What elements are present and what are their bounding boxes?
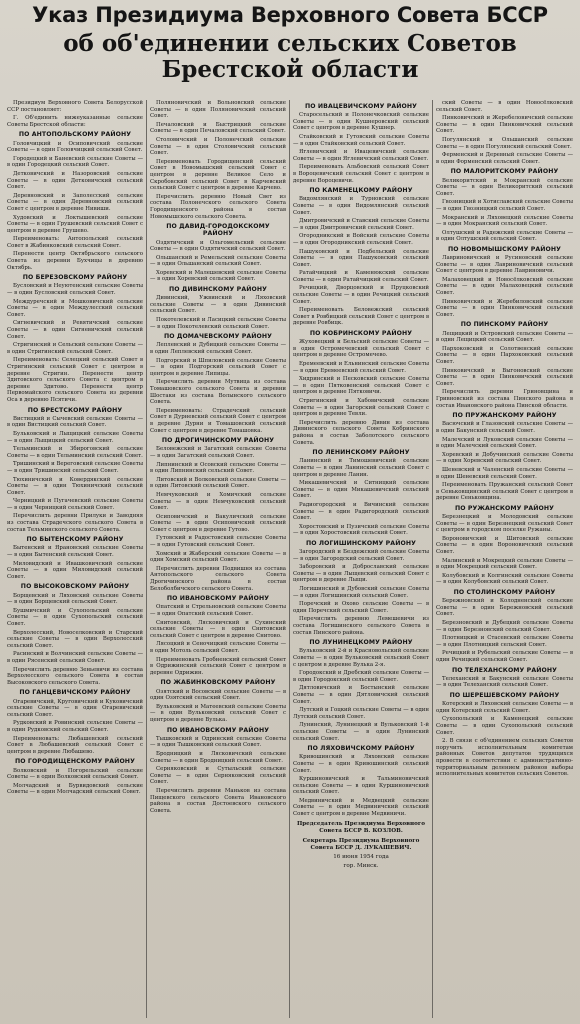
district-heading: ПО ДОМАЧЕВСКОМУ РАЙОНУ bbox=[163, 333, 273, 341]
decree-paragraph: Переименовать Беловежский сельский Совет в Ровбицкий сельский Совет с центром в деревне Ровбицк. bbox=[293, 307, 429, 327]
decree-paragraph: Мокранский и Ляховецкий сельские Советы — в один Мокранский сельский Совет. bbox=[436, 214, 573, 228]
decree-paragraph: Плотницкий и Стасевский сельские Советы — в один Плотницкий сельский Совет. bbox=[436, 635, 573, 648]
decree-paragraph: Бусловский и Неуютенский сельские Советы — в один Бусловский сельский Совет. bbox=[7, 283, 143, 297]
decree-paragraph: Видомлянский и Турновский сельские Советы — в один Видомлянский сельский Совет. bbox=[293, 196, 429, 216]
decree-paragraph: Переименовать: Страдечский сельский Совет в Дурневский сельский Совет с центром в деревне Дурни и Томашовский сельский Совет с центром в деревне Томашовка. bbox=[150, 407, 286, 434]
decree-paragraph: Перечислить деревню Зеньевичи из состава Верхолесского сельского Совета в состав Высоковского сельского Совета. bbox=[7, 666, 143, 686]
decree-paragraph: Хидринский и Песковский сельские Советы — в один Пятковенский сельский Совет с центром в деревне Пятковичи. bbox=[293, 376, 429, 396]
decree-paragraph: Стайковский и Гутовский сельские Советы — в один Стайковский сельский Совет. bbox=[293, 133, 429, 147]
signature-line: Секретарь Президиума Верховного Совета БССР Д. ЛУКАШЕВИЧ. bbox=[302, 837, 420, 851]
decree-paragraph: Волковский и Погорельский сельские Советы — в один Волковский сельский Совет. bbox=[7, 767, 143, 781]
decree-paragraph: Опатский и Стрельновский сельские Советы — в один Опатский сельский Совет. bbox=[150, 604, 286, 618]
decree-paragraph: Бережновский и Колодненский сельские Советы — в один Бережновский сельский Совет. bbox=[436, 598, 573, 618]
decree-paragraph: Лещицкий и Островский сельские Советы — в один Лещицкий сельский Совет. bbox=[436, 330, 573, 344]
decree-paragraph: Огаревичский, Круговичский и Куковичский сельские Советы — в один Огаревичский сельский Совет. bbox=[7, 698, 143, 718]
decree-paragraph: Малинский и Мокрецкий сельские Советы — в один Мокрецкий сельский Совет. bbox=[436, 557, 573, 571]
decree-paragraph: Бытенский и Ярановский сельские Советы — в один Бытенский сельский Совет. bbox=[7, 545, 143, 559]
decree-paragraph: Покотелевский и Ласицкий сельские Советы — в один Покотелевский сельский Совет. bbox=[150, 317, 286, 330]
decree-paragraph: Пинковичский и Жеребеловичский сельские Советы — в один Пинковичский сельский Совет. bbox=[436, 115, 573, 135]
decree-paragraph: Осиповичский и Вакуличский сельские Советы — в один Осиповичский сельский Совет с центром в деревне Гутово. bbox=[150, 513, 286, 533]
decree-paragraph: Г. Об'единить нижеуказанные сельские Советы Брестской области: bbox=[7, 115, 143, 128]
decree-paragraph: Стригинский и Хабовичский сельские Советы — в один Загорский сельский Совет с центром в деревне Тевли. bbox=[293, 397, 429, 418]
decree-paragraph: Березновский и Дубецкий сельские Советы — в один Березновский сельский Совет. bbox=[436, 620, 573, 633]
decree-paragraph: Немчуковский и Хомичский сельские Советы — в один Немчуковский сельский Совет. bbox=[150, 491, 286, 512]
decree-paragraph: Хоростовский и Пузичский сельские Советы — в один Хоростовский сельский Совет. bbox=[293, 523, 429, 537]
decree-paragraph: Переименовать Альбовский сельский Совет в Вороцевичский сельский Совет с центром в деревне Вороцевичи. bbox=[293, 164, 429, 184]
decree-paragraph: Жуховецкий и Бельский сельские Советы — в один Остромечевский сельский Совет с центром в деревне Остромечево. bbox=[293, 339, 429, 359]
article-columns bbox=[4, 100, 576, 1018]
decree-paragraph: Рудковский и Ровинский сельские Советы — в один Рудковский сельский Совет. bbox=[7, 720, 143, 733]
decree-paragraph: Речицкий и Рубельский сельские Советы — в один Речицкий сельский Совет. bbox=[436, 650, 573, 663]
decree-paragraph: Худовский и Локтышевский сельские Советы — в один Грушевский сельский Совет с центром в деревне Грушево. bbox=[7, 214, 143, 234]
decree-paragraph: Вульковский 2-й и Красновольский сельские Советы — в один Вульковский сельский Совет с центром в деревне Вулька 2-я. bbox=[293, 648, 429, 668]
district-heading: ПО ТЕЛЕХАНСКОМУ РАЙОНУ bbox=[452, 666, 557, 674]
decree-paragraph: Переименовать: Любашевский сельский Совет в Любашевский сельский Совет с центром в деревне Любашево. bbox=[7, 735, 143, 755]
signature-line: Председатель Президиума Верховного Совета БССР В. КОЗЛОВ. bbox=[296, 820, 425, 834]
decree-paragraph: Малаховецкий и Новосёлковский сельские Советы — в один Малаховецкий сельский Совет. bbox=[436, 276, 573, 297]
district-heading: ПО ДИВИНСКОМУ РАЙОНУ bbox=[168, 286, 267, 294]
decree-paragraph: Березнецкий и Молодовский сельские Советы — в один Березнецкий сельский Совет с центром в городском поселке Ружаны. bbox=[436, 514, 573, 534]
decree-paragraph: Перечислить деревни Мутвица из состава Томашовского сельского Совета и деревни Шостаки из состава Волынского сельского Совета. bbox=[150, 379, 286, 406]
decree-paragraph: Борщевский и Ляховский сельские Советы — в один Борщевский сельский Совет. bbox=[7, 592, 143, 606]
decree-paragraph: Расинский и Волчинский сельские Советы — в один Рясенский сельский Совет. bbox=[7, 651, 143, 664]
decree-paragraph: Перечислить деревни Подвишня из состава Антопольского сельского Совета Дрогичинского района в состав Белоболбичского сельского Совета. bbox=[150, 565, 286, 592]
decree-paragraph: Старосельский и Полонечковский сельские Советы — в один Кушнеровский сельский Совет с центром в деревне Кушнер. bbox=[293, 112, 429, 132]
decree-paragraph: Дятловичский и Бостынский сельские Советы — в один Дятловичский сельский Совет. bbox=[293, 685, 429, 705]
district-heading: ПО ПИНСКОМУ РАЙОНУ bbox=[460, 321, 549, 329]
decree-paragraph: Пархоковский и Солотвенский сельские Советы — в один Пархоковский сельский Совет. bbox=[436, 345, 573, 366]
decree-paragraph: Литовский и Волковский сельские Советы — в один Литовский сельский Совет. bbox=[150, 476, 286, 490]
district-heading: ПО ЛЕНИНСКОМУ РАЙОНУ bbox=[312, 449, 410, 457]
article-column-4 bbox=[433, 100, 576, 1018]
decree-paragraph: Бушмичский и Сухопольский сельские Советы — в один Сухопольский сельский Совет. bbox=[7, 607, 143, 628]
district-heading: ПО ИВАНОВСКОМУ РАЙОНУ bbox=[166, 595, 270, 603]
decree-paragraph: Переименовать: Антопольский сельский Совет в Жабинковский сельский Совет. bbox=[7, 236, 143, 249]
decree-paragraph: Печаловский и Быстрицкий сельские Советы — в один Печаловский сельский Совет. bbox=[150, 121, 286, 135]
decree-paragraph: Хоревский и Малешевский сельские Советы — в один Хоревский сельский Совет. bbox=[150, 269, 286, 283]
district-heading: ПО НОВОМЫШСКОМУ РАЙОНУ bbox=[447, 245, 562, 253]
decree-paragraph: ский Советы — в один Новосёлковский сельский Совет. bbox=[436, 100, 573, 113]
decree-paragraph: Вульковский и Матеевский сельские Советы — в один Вульковский сельский Совет с центром в деревне Вулька. bbox=[150, 703, 286, 723]
decree-paragraph: Пинковичский и Выгоновский сельские Советы — в один Пинковичский сельский Совет. bbox=[436, 367, 573, 387]
district-heading: ПО ПРУЖАНСКОМУ РАЙОНУ bbox=[452, 412, 557, 420]
decree-paragraph: Заборовский и Доброславский сельские Советы — в один Лыщевский сельский Совет с центром в деревне Лыщи. bbox=[293, 564, 429, 584]
decree-paragraph: Логишинский и Дубовский сельские Советы — в один Логишинский сельский Совет. bbox=[293, 586, 429, 599]
decree-paragraph: Снитовский, Лясковичский и Сухинский сельские Советы — в один Снитовский сельский Совет с центром в деревне Снитово. bbox=[150, 619, 286, 639]
decree-paragraph: Детковичский и Назоровский сельские Советы — в один Детковичский сельский Совет. bbox=[7, 170, 143, 191]
decree-paragraph: Перечислить деревню Дивин из состава Дивинского сельского Совета Кобринского района в состав Заболотского сельского Совета. bbox=[293, 419, 429, 446]
district-heading: ПО ВЫСОКОВСКОМУ РАЙОНУ bbox=[20, 583, 130, 591]
decree-paragraph: Дивинский, Ужвинский и Ляховский сельские Советы — в один Дивинский сельский Совет. bbox=[150, 295, 286, 315]
decree-paragraph: Городецкий и Баневский сельские Советы — в один Городецкий сельский Совет. bbox=[7, 155, 143, 169]
decree-paragraph: Погулянский и Ольшанский сельские Советы — в один Погулянский сельский Совет. bbox=[436, 136, 573, 150]
decree-paragraph: 2. В связи с об'единением сельских Советов поручить исполнительным комитетам районных Советов депутатов трудящихся провести в соответствии с административно-территориальным делением районов выборы исполнительных комитетов сельских Советов. bbox=[436, 738, 573, 778]
decree-paragraph: Ратайчицкий и Каменюкский сельские Советы — в один Ратайчицкий сельский Совет. bbox=[293, 270, 429, 283]
decree-paragraph: Тышковский и Одринский сельские Советы — в один Тышковский сельский Совет. bbox=[150, 735, 286, 749]
district-heading: ПО ГОРОДИЩЕНСКОМУ РАЙОНУ bbox=[15, 758, 135, 766]
decree-paragraph: Хоревский и Добучинский сельские Советы — в один Хоревский сельский Совет. bbox=[436, 451, 573, 465]
decree-paragraph: Пинковичский и Жеребиловский сельские Советы — в один Пинковичский сельский Совет. bbox=[436, 298, 573, 318]
decree-paragraph: Ольшанский и Ремельский сельские Советы — в один Ольшанский сельский Совет. bbox=[150, 254, 286, 268]
district-heading: ПО КАМЕНЕЦКОМУ РАЙОНУ bbox=[309, 187, 413, 195]
decree-paragraph: Головчицкий и Осиповичский сельские Советы — в один Головчицкий сельский Совет. bbox=[7, 140, 143, 154]
decree-paragraph: Колубовский и Колгинский сельские Советы — в один Колубовский сельский Совет. bbox=[436, 572, 573, 586]
decree-paragraph: Озятский и Восовский сельские Советы — в один Озятский сельский Совет. bbox=[150, 688, 286, 702]
decree-paragraph: Липнинский и Осовский сельские Советы — в один Липнинский сельский Совет. bbox=[150, 461, 286, 475]
decree-paragraph: Кривошинский и Ляховский сельские Советы — в один Кривошинский сельский Совет. bbox=[293, 754, 429, 774]
decree-paragraph: Поречский и Охово сельские Советы — в один Поречский сельский Совет. bbox=[293, 601, 429, 614]
decree-paragraph: Перечислить деревни Маньков из состава Пищевского сельского Совета Ивановского района в состав Достоевского сельского Совета. bbox=[150, 787, 286, 814]
district-heading: ПО ИВАЦЕВИЧСКОМУ РАЙОНУ bbox=[304, 103, 418, 110]
decree-paragraph: Вистицкий и Сычевский сельские Советы — в один Вистицкий сельский Совет. bbox=[7, 415, 143, 429]
district-heading: ПО ЖАБИНКОВСКОМУ РАЙОНУ bbox=[160, 679, 276, 687]
decree-paragraph: Переименовать Пружанский сельский Совет в Сеньковщинский сельский Совет с центром в деревне Сеньковщина. bbox=[436, 482, 573, 502]
district-heading: ПО ДАВИД-ГОРОДОКСКОМУ РАЙОНУ bbox=[166, 223, 270, 238]
district-heading: ПО ГАНЦЕВИЧСКОМУ РАЙОНУ bbox=[19, 689, 131, 697]
decree-paragraph: Ланинский и Тимошевичский сельские Советы — в один Ланинский сельский Совет с центром в деревне Ланин. bbox=[293, 458, 429, 478]
article-column-2 bbox=[147, 100, 290, 1018]
decree-paragraph: Миловидский и Ивашковичский сельские Советы — в один Миловидский сельский Совет. bbox=[7, 560, 143, 580]
decree-paragraph: Медвиничский и Медвецкий сельские Советы — в один Медвиничский сельский Совет с центром в деревне Медвиничи. bbox=[293, 797, 429, 818]
decree-paragraph: Ферменский и Деревный сельские Советы — в один Форменский сельский Совет. bbox=[436, 152, 573, 165]
district-heading: ПО ДРОГИЧИНСКОМУ РАЙОНУ bbox=[161, 437, 275, 445]
decree-paragraph: Дмитровичский и Ставский сельские Советы — в один Дмитровичский сельский Совет. bbox=[293, 218, 429, 231]
district-heading: ПО БРЕСТСКОМУ РАЙОНУ bbox=[27, 406, 123, 414]
decree-paragraph: Деревновский и Заполесский сельские Советы — в один Деревновский сельский Совет с центром в деревне Нивиши. bbox=[7, 192, 143, 212]
decree-paragraph: Яглевичский и Ивацевичский сельские Советы — в один Яглевичский сельский Совет. bbox=[293, 149, 429, 162]
decree-paragraph: Бульковский и Лыщицкий сельские Советы — в один Лыщицкий сельский Совет. bbox=[7, 430, 143, 444]
decree-paragraph: Сигневичский и Ревятичский сельские Советы — в один Сигневичский сельский Совет. bbox=[7, 320, 143, 340]
district-heading: ПО ЛОГИШИНСКОМУ РАЙОНУ bbox=[306, 539, 416, 547]
decree-paragraph: Президиум Верховного Совета Белорусской ССР постановляет: bbox=[7, 100, 143, 113]
decree-paragraph: Гутовский и Радостовский сельские Советы — в один Гутовский сельский Совет. bbox=[150, 535, 286, 549]
district-heading: ПО БЕРЕЗОВСКОМУ РАЙОНУ bbox=[22, 274, 128, 282]
district-heading: ПО ЛУНИНЕЦКОМУ РАЙОНУ bbox=[309, 639, 413, 647]
decree-paragraph: Поляновичский и Вольновский сельские Советы — в один Поляновичский сельский Совет. bbox=[150, 100, 286, 120]
decree-paragraph: Перенести центр Октябрьского сельского Совета из деревни Бухчицы в деревню Октябрь. bbox=[7, 251, 143, 271]
decree-paragraph: Подгорский и Шпиловский сельские Советы — в один Подгорский сельский Совет с центром в деревне Липицы. bbox=[150, 357, 286, 377]
article-column-1 bbox=[4, 100, 147, 1018]
decree-paragraph: Верхолесский, Новоселковский и Старский сельские Советы — в один Верхолесский сельский Совет. bbox=[7, 629, 143, 649]
decree-paragraph: Переименовать Городищенский сельский Совет в Новомышский сельский Совет с центром в деревне Великое Село и Скробовский сельский Совет в Карчевский сельский Совет с центром в деревне Карчево. bbox=[150, 158, 286, 192]
decree-paragraph: Малечский и Луковский сельские Советы — в один Малечский сельский Совет. bbox=[436, 436, 573, 450]
decree-paragraph: Лунинский, Лунинецкий и Вульковский 1-й сельские Советы — в один Лунинский сельский Совет. bbox=[293, 722, 429, 742]
decree-paragraph: Огородникский и Войский сельские Советы — в один Огородникский сельский Совет. bbox=[293, 233, 429, 246]
district-heading: ПО СТОЛИНСКОМУ РАЙОНУ bbox=[453, 589, 556, 597]
decree-paragraph: Столовичский и Полонечский сельские Советы — в один Столовичский сельский Совет. bbox=[150, 136, 286, 157]
district-heading: ПО ИВАНОВСКОМУ РАЙОНУ bbox=[166, 726, 270, 734]
decree-paragraph: Хомский и Жаберский сельские Советы — в один Хомский сельский Совет. bbox=[150, 550, 286, 564]
district-heading: ПО ШЕРЕШЕВСКОМУ РАЙОНУ bbox=[449, 691, 560, 699]
decree-paragraph: Междуречский и Мошковичский сельские Советы — в один Междулесский сельский Совет. bbox=[7, 298, 143, 318]
decree-paragraph: Тельминский и Збироговский сельские Советы — в один Тельминский сельский Совет. bbox=[7, 446, 143, 459]
decree-paragraph: Шеневский и Чаленский сельские Советы — в один Шеневский сельский Совет. bbox=[436, 466, 573, 480]
decree-paragraph: Олтушский и Радежский сельские Советы — в один Олтушский сельский Совет. bbox=[436, 229, 573, 243]
district-heading: ПО КОБРИНСКОМУ РАЙОНУ bbox=[309, 330, 413, 338]
decree-paragraph: Вороновичский и Шитовский сельские Советы — в один Вороновичский сельский Совет. bbox=[436, 535, 573, 556]
decree-paragraph: Гвозницкий и Хотиславский сельские Советы — в один Гвозницкий сельский Совет. bbox=[436, 199, 573, 212]
decree-paragraph: Городокский и Дребский сельские Советы — в один Городокский сельский Совет. bbox=[293, 670, 429, 683]
decree-paragraph: Сухопольский и Каменецкий сельские Советы — в один Сухопольский сельский Совет. bbox=[436, 716, 573, 736]
decree-paragraph: Пашуковский и Подбельский сельские Советы — в один Пашуковский сельский Совет. bbox=[293, 248, 429, 268]
decree-paragraph: Переименовать Гробненский сельский Совет в Одрижинский сельский Совет с центром в деревне Одрижин. bbox=[150, 656, 286, 676]
headline-line-1: Указ Президиума Верховного Совета БССР bbox=[32, 3, 548, 27]
decree-paragraph: Лутский и Гоцкий сельские Советы — в один Лутский сельский Совет. bbox=[293, 707, 429, 720]
decree-paragraph: Стригинский и Сельский сельские Советы — в один Стригинский сельский Совет. bbox=[7, 342, 143, 355]
decree-paragraph: Леплевский и Дубицкий сельские Советы — в один Леплевский сельский Совет. bbox=[150, 342, 286, 356]
decree-paragraph: Великоритский и Мокранский сельские Советы — в один Великоритский сельский Совет. bbox=[436, 177, 573, 197]
decree-paragraph: Загородский и Бездежский сельские Советы — в один Загородский сельский Совет. bbox=[293, 549, 429, 562]
article-column-3 bbox=[290, 100, 433, 1018]
decree-paragraph: Перечислить деревни Прилуки и Заводняя из состава Страдечского сельского Совета в состав Тельминского сельского Совета. bbox=[7, 513, 143, 533]
decree-paragraph: Оздятичский и Ольгомельский сельские Советы — в один Оздятичский сельский Совет. bbox=[150, 239, 286, 253]
date-place-line: гор. Минск. bbox=[343, 862, 379, 869]
decree-paragraph: Речицкий, Дворцовский и Пруцковский сельские Советы — в один Речицкий сельский Совет. bbox=[293, 285, 429, 305]
headline-line-2: об об'единении сельских Советов bbox=[63, 30, 517, 57]
district-heading: ПО АНТОПОЛЬСКОМУ РАЙОНУ bbox=[18, 131, 132, 139]
decree-paragraph: Еремеевский и Ельнинский сельские Советы — в один Еремеевский сельский Совет. bbox=[293, 361, 429, 374]
decree-paragraph: Тюхиничский и Ковердякский сельские Советы — в один Тюхиничский сельский Совет. bbox=[7, 476, 143, 496]
district-heading: ПО РУЖАНСКОМУ РАЙОНУ bbox=[454, 504, 555, 512]
decree-paragraph: Перечислить деревню Новый Свет из состава Полонечского сельского Совета Городищенского района в состав Новомышского сельского Совета. bbox=[150, 193, 286, 220]
district-heading: ПО БЫТЕНСКОМУ РАЙОНУ bbox=[26, 536, 124, 544]
decree-paragraph: Тришинский и Вереговский сельские Советы — в один Тришинский сельский Совет. bbox=[7, 461, 143, 474]
decree-paragraph: Перечислить деревни Гриновщина и Гривновский из состава Пинского района в состав Ивановского района Пинской области. bbox=[436, 389, 573, 409]
decree-paragraph: Бродницкий и Лясковичский сельские Советы — в один Бродницкий сельский Совет. bbox=[150, 750, 286, 764]
decree-paragraph: Васючский и Глазовский сельские Советы — в один Бакунский сельский Совет. bbox=[436, 421, 573, 434]
decree-paragraph: Радиогородский и Вичинский сельские Советы — в один Радигородский сельский Совет. bbox=[293, 501, 429, 522]
decree-paragraph: Черницкий и Пугачевский сельские Советы — в один Черницкий сельский Совет. bbox=[7, 498, 143, 511]
decree-paragraph: Серняковский и Сутыльский сельские Советы — в один Серняковский сельский Совет. bbox=[150, 766, 286, 786]
decree-paragraph: Беловежский и Загатский сельские Советы — в один Загатский сельский Совет. bbox=[150, 446, 286, 459]
district-heading: ПО ЛЯХОВИЧСКОМУ РАЙОНУ bbox=[307, 745, 415, 753]
headline-line-3: Брестской области bbox=[161, 56, 419, 83]
decree-paragraph: Лавриновичский и Русиновский сельские Советы — в один Лавриновичский сельский Совет с центром в деревне Лавриновичи. bbox=[436, 255, 573, 275]
decree-paragraph: Куршиновичский и Тальминовичский сельские Советы — в один Куршиновичский сельский Совет. bbox=[293, 776, 429, 796]
decree-paragraph: Котерский и Ляховский сельские Советы — в один Котерский сельский Совет. bbox=[436, 701, 573, 714]
decree-paragraph: Переименовать: Селецкий сельский Совет в Стригинский сельский Совет с центром в деревне Стригин. Перенести центр Здитовского сельского Совета с центром в деревне Здитово. Перенести центр Первомайского сельского Совета из деревни Оса в деревню Псятичи. bbox=[7, 357, 143, 403]
decree-paragraph: Молчадский и Бурвидовский сельские Советы — в один Молчадский сельский Совет. bbox=[7, 782, 143, 796]
decree-paragraph: Перечислить деревню Лемешевичи из состава Логишинского сельского Совета в состав Пинского района. bbox=[293, 616, 429, 636]
decree-paragraph: Телеханский и Бакунский сельские Советы — в один Телеханский сельский Совет. bbox=[436, 675, 573, 689]
district-heading: ПО МАЛОРИТСКОМУ РАЙОНУ bbox=[450, 168, 559, 176]
date-place-line: 16 июня 1954 года bbox=[333, 853, 389, 860]
decree-paragraph: Микашевичский и Ситницкий сельские Советы — в один Микашевичский сельский Совет. bbox=[293, 480, 429, 500]
decree-paragraph: Лясоцкий и Сеночицкий сельские Советы — в один Мотоль сельский Совет. bbox=[150, 641, 286, 654]
